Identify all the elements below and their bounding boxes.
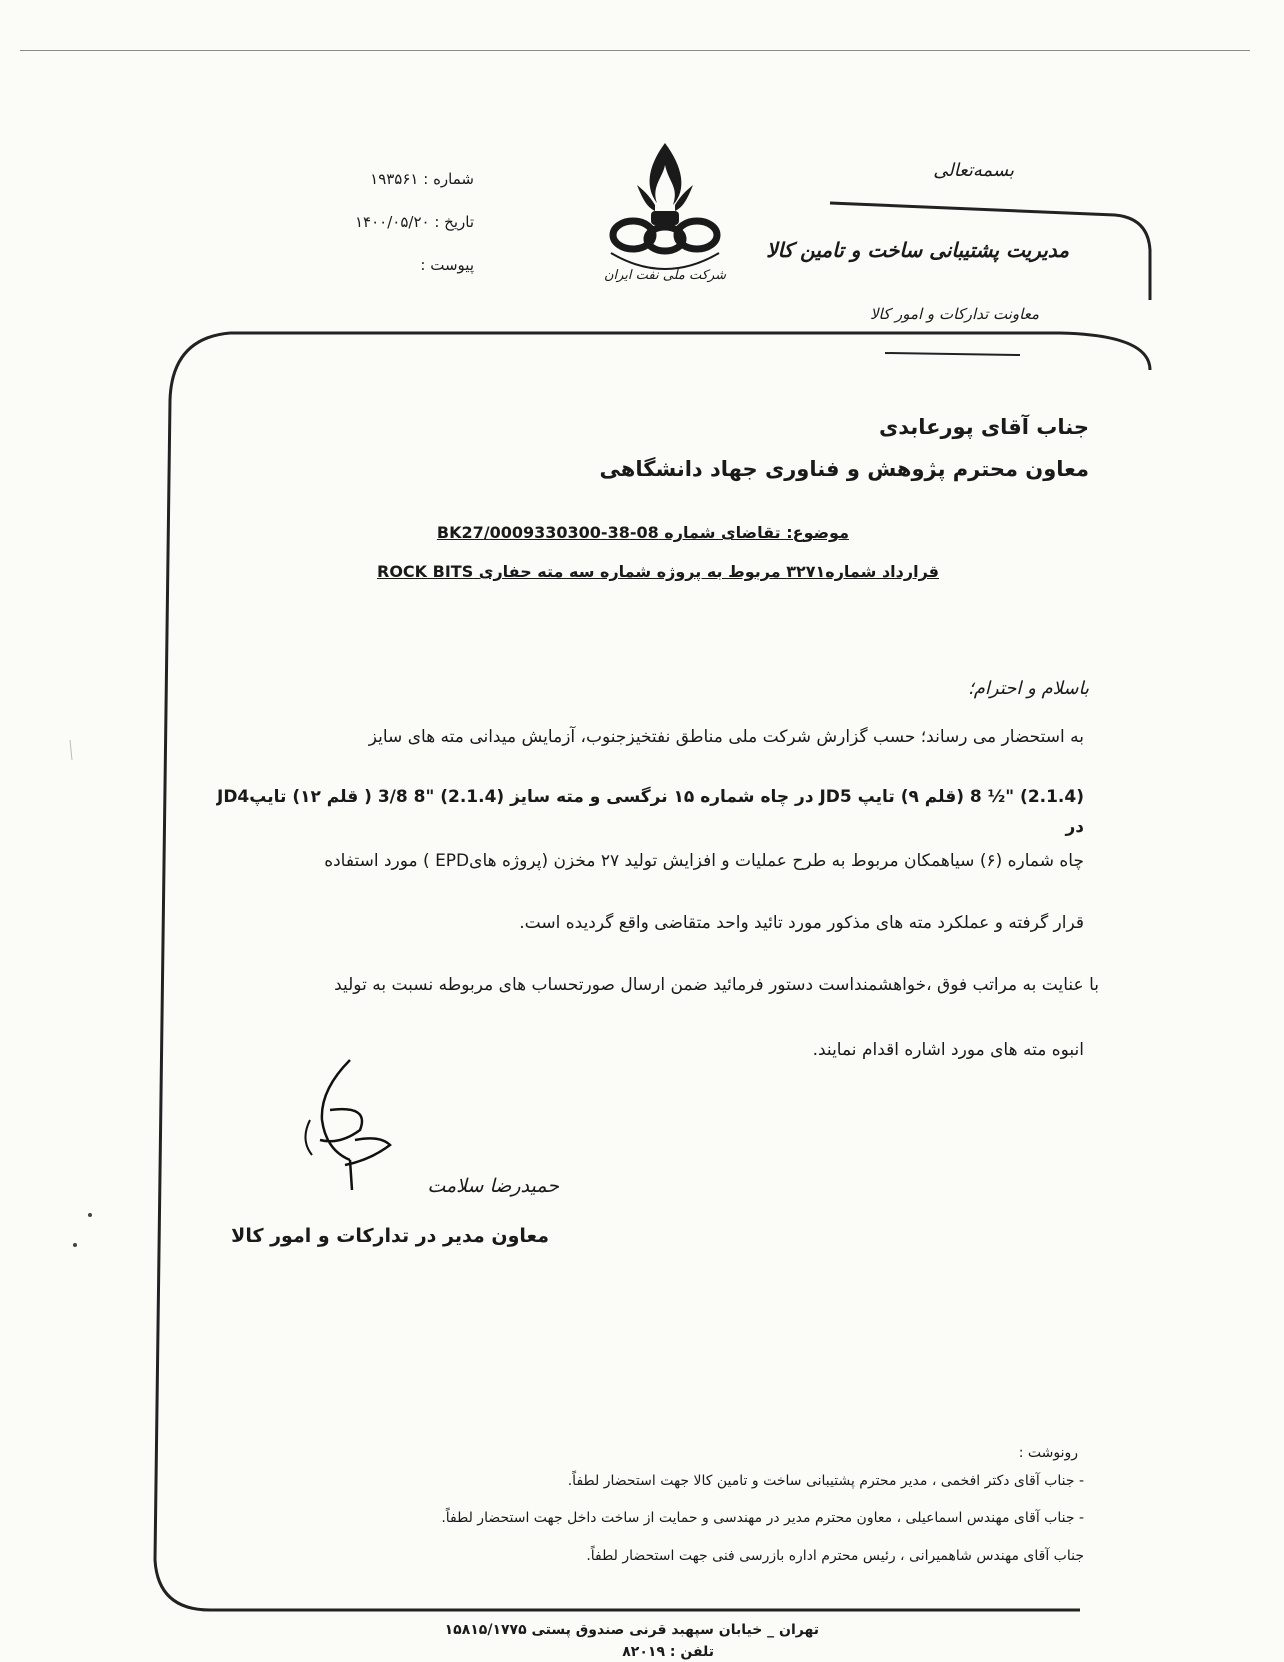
paragraph-2-line: با عنایت به مراتب فوق ،خواهشمنداست دستور فرمائید ضمن ارسال صورتحساب های مربوطه نسبت به تولید [334, 975, 1099, 995]
scan-mark [70, 740, 72, 760]
recipient-title: معاون محترم پژوهش و فناوری جهاد دانشگاهی [599, 457, 1089, 481]
signer-position: معاون مدیر در تدارکات و امور کالا [231, 1225, 549, 1247]
logo-caption: شرکت ملی نفت ایران [603, 268, 727, 283]
handwritten-heading: بسمه‌تعالی [933, 160, 1014, 181]
header-underline [885, 353, 1020, 355]
paragraph-1-line: چاه شماره (۶) سیاهمکان مربوط به طرح عملیات و افزایش تولید ۲۷ مخزن (پروژه هایEPD ) مورد استفاده [324, 851, 1084, 871]
sub-department-name: معاونت تدارکات و امور کالا [869, 305, 1039, 323]
scan-dot [73, 1243, 77, 1247]
body-frame-top [230, 333, 1150, 370]
paragraph-1-line: (2.1.4) "½ 8 (قلم ۹) تایپ JD5 در چاه شماره ۱۵ نرگسی و مته سایز (2.1.4) "8 3/8 ( قلم ۱۲) تایپJD4 در [217, 787, 1084, 837]
letter-number: شماره : ۱۹۳۵۶۱ [370, 170, 474, 188]
signer-name: حمیدرضا سلامت [427, 1175, 559, 1197]
paragraph-1-line: قرار گرفته و عملکرد مته های مذکور مورد تائید واحد متقاضی واقع گردیده است. [519, 913, 1084, 933]
paragraph-2-line: انبوه مته های مورد اشاره اقدام نمایند. [812, 1040, 1084, 1060]
subject-line-2: قرارداد شماره۳۲۷۱ مربوط به پروژه شماره سه مته حفاری ROCK BITS [377, 562, 939, 581]
letter-date: تاریخ : ۱۴۰۰/۰۵/۲۰ [355, 213, 474, 231]
greeting: باسلام و احترام؛ [968, 678, 1089, 699]
cc-item: - جناب آقای دکتر افخمی ، مدیر محترم پشتیبانی ساخت و تامین کالا جهت استحضار لطفاً. [567, 1473, 1084, 1489]
scan-dot [88, 1213, 92, 1217]
footer-address: تهران _ خیابان سپهبد قرنی صندوق پستی ۱۵۸۱۵/۱۷۷۵ [444, 1622, 819, 1638]
subject-line-1: موضوع: تقاضای شماره 08-38-0009330300/BK27 [436, 523, 849, 542]
paragraph-1-line: به استحضار می رساند؛ حسب گزارش شرکت ملی مناطق نفتخیزجنوب، آزمایش میدانی مته های سایز [368, 727, 1084, 747]
department-name: مدیریت پشتیبانی ساخت و تامین کالا [766, 238, 1069, 262]
letter-attachment: پیوست : [420, 256, 474, 274]
cc-item: - جناب آقای مهندس اسماعیلی ، معاون محترم مدیر در مهندسی و حمایت از ساخت داخل جهت استحضار لطفاً. [441, 1510, 1084, 1526]
cc-heading: رونوشت : [1018, 1445, 1078, 1461]
footer-phone: تلفن : ۸۲۰۱۹ [622, 1644, 714, 1660]
recipient-name: جناب آقای پورعابدی [878, 415, 1089, 439]
cc-item: جناب آقای مهندس شاهمیرانی ، رئیس محترم اداره بازرسی فنی جهت استحضار لطفاً. [586, 1548, 1084, 1564]
